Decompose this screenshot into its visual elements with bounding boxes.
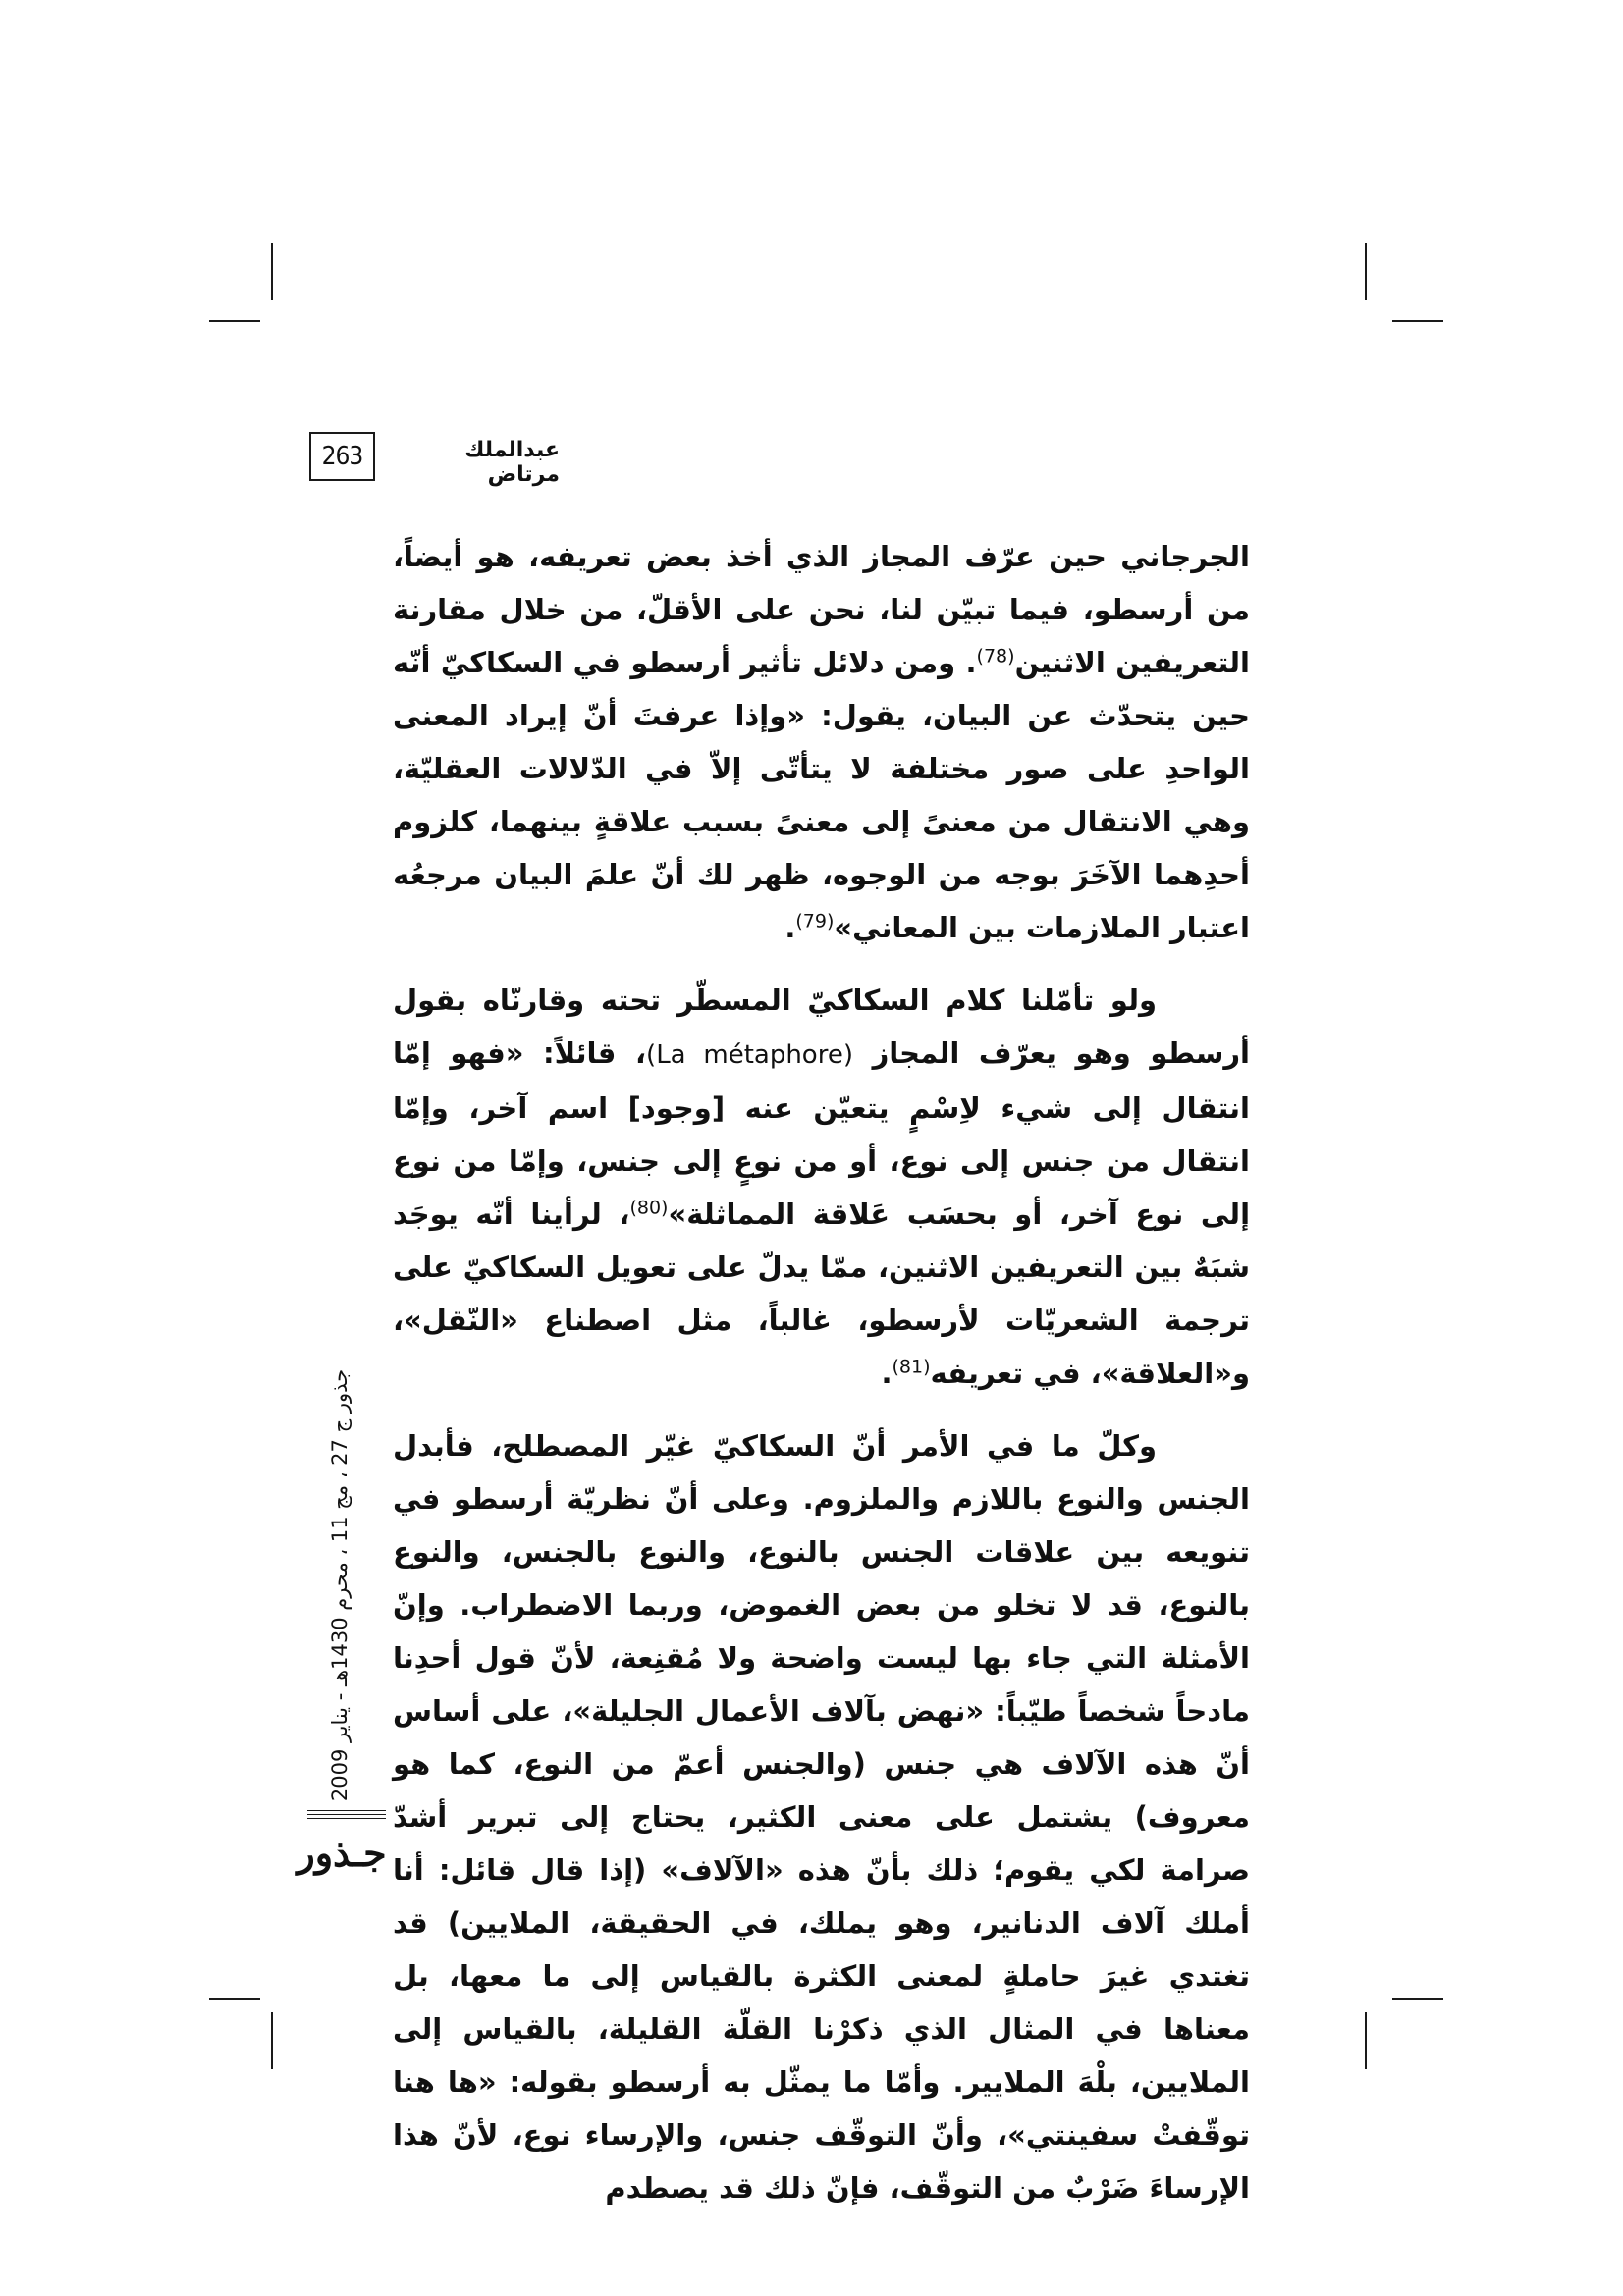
paragraph-text: وكلّ ما في الأمر أنّ السكاكيّ غيّر المصطلح، فأبدل الجنس والنوع باللازم والملزوم. وعلى أنّ نظريّة أرسطو في تنويعه بين علاقات الجنس بالنوع، والنوع بالجنس، والنوع بالنوع، قد لا تخلو من بعض الغموض، وربما الاضطراب. وإنّ الأمثلة التي جاء بها ليست واضحة ولا مُقنِعة، لأنّ قول أحدِنا مادحاً شخصاً طيّباً: «نهض بآلاف الأعمال الجليلة»، على أساس أنّ هذه الآلاف هي جنس (والجنس أعمّ من النوع، كما هو معروف) يشتمل على معنى الكثير، يحتاج إلى تبرير أشدّ صرامة لكي يقوم؛ ذلك بأنّ هذه «الآلاف» (إذا قال قائل: أنا أملك آلاف الدنانير، وهو يملك، في الحقيقة، الملايين) قد تغتدي غيرَ حاملةٍ لمعنى الكثرة بالقياس إلى ما معها، بل معناها في المثال الذي ذكرْنا القلّة القليلة، بالقياس إلى الملايين، بلْهَ الملايير. وأمّا ما يمثّل به أرسطو بقوله: «ها هنا توقّفتْ سفينتي»، وأنّ التوقّف جنس، والإرساء نوع، لأنّ هذا الإرساءَ ضَرْبٌ من التوقّف، فإنّ ذلك قد يصطدم (393, 1429, 1250, 2205)
latin-term: (La métaphore) (646, 1041, 853, 1070)
paragraph (393, 530, 1250, 954)
divider (307, 1814, 386, 1815)
journal-issue-text: جذور ج 27 ، مج 11 ، محرم 1430هـ - يناير 2009 (327, 1368, 352, 1802)
paragraph-text: ولو تأمّلنا كلام السكاكيّ المسطّر تحته وقارنّاه بقول أرسطو وهو يعرّف المجاز (393, 984, 1251, 1070)
footnote-ref: (80) (629, 1197, 669, 1219)
paragraph-text: ، قائلاً: «فهو إمّا انتقال إلى شيء لاِسْمٍ يتعيّن عنه [وجود] اسم آخر، وإمّا انتقال من جنس إلى نوع، أو من نوعٍ إلى جنس، وإمّا من نوع إلى نوع آخر، أو بحسَب عَلاقة المماثلة» (393, 1037, 1251, 1231)
paragraph (393, 1419, 1250, 2215)
article-body (393, 530, 1250, 2215)
footnote-ref: (81) (892, 1356, 931, 1378)
running-head-author: عبدالملك مرتاض (464, 438, 560, 487)
paragraph-text: ، لرأينا أنّه يوجَد شبَهٌ بين التعريفين الاثنين، ممّا يدلّ على تعويل السكاكيّ على ترجمة الشعريّات لأرسطو، غالباً، مثل اصطناع «النّقل»، و«العلاقة»، في تعريفه (393, 1198, 1250, 1390)
paragraph-text: الجرجاني حين عرّف المجاز الذي أخذ بعض تعريفه، هو أيضاً، من أرسطو، فيما تبيّن لنا، نحن على الأقلّ، من خلال مقارنة التعريفين الاثنين (393, 540, 1250, 679)
paragraph-text: . ومن دلائل تأثير أرسطو في السكاكيّ أنّه حين يتحدّث عن البيان، يقول: «وإذا عرفتَ أنّ إيراد المعنى الواحدِ على صور مختلفة لا يتأتّى إلاّ في الدّلالات العقليّة، وهي الانتقال من معنىً إلى معنىً بسبب علاقةٍ بينهما، كلزوم أحدِهما الآخَرَ بوجه من الوجوه، ظهر لك أنّ علمَ البيان مرجعُه اعتبار الملازمات بين المعاني» (393, 646, 1250, 944)
page-number-text: 263 (321, 442, 363, 471)
paragraph (393, 974, 1250, 1400)
footnote-ref: (79) (795, 910, 835, 933)
crop-mark (209, 1998, 260, 2000)
divider (307, 1810, 386, 1811)
footnote-ref: (78) (976, 645, 1015, 667)
crop-mark (1365, 243, 1367, 300)
crop-mark (271, 2012, 273, 2069)
page-number (309, 432, 375, 481)
journal-logo: جـذور (297, 1831, 387, 1875)
divider (307, 1818, 386, 1819)
crop-mark (1392, 1998, 1443, 2000)
journal-issue-info (317, 1360, 361, 1811)
crop-mark (271, 243, 273, 300)
paragraph-text: . (784, 911, 796, 944)
crop-mark (1365, 2012, 1367, 2069)
crop-mark (1392, 320, 1443, 322)
paragraph-text: . (881, 1357, 893, 1390)
crop-mark (209, 320, 260, 322)
